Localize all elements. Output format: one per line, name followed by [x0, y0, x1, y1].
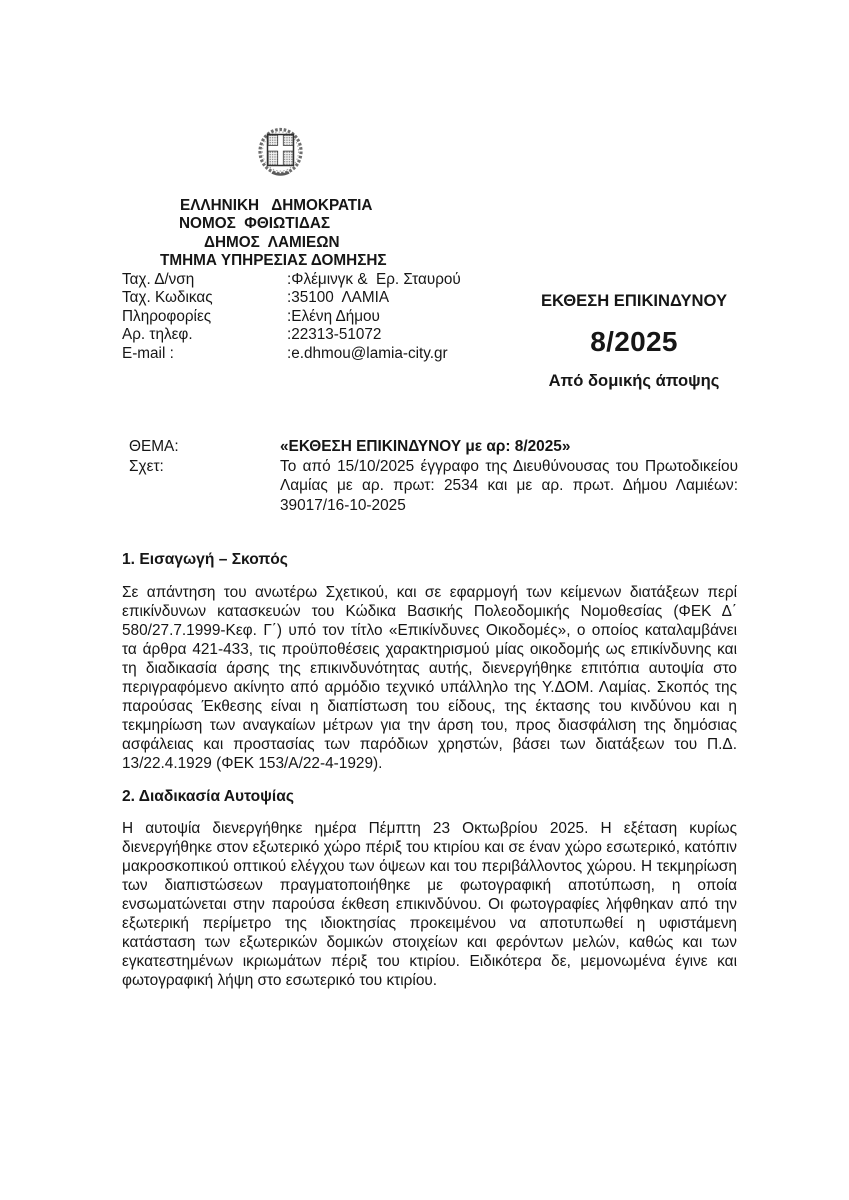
ref-label: Σχετ: [129, 457, 164, 475]
org-line-department: ΤΜΗΜΑ ΥΠΗΡΕΣΙΑΣ ΔΟΜΗΣΗΣ [160, 252, 387, 270]
greek-coat-of-arms-emblem [257, 127, 304, 178]
contact-value-phone: :22313-51072 [287, 326, 382, 344]
section-2-paragraph: Η αυτοψία διενεργήθηκε ημέρα Πέμπτη 23 Οκτωβρίου 2025. Η εξέταση κυρίως διενεργήθηκε στον εξωτερικό χώρο πέριξ του κτιρίου και σε έναν χώρο εσωτερικό, κατόπιν μακροσκοπικού οπτικού ελέγχου των όψεων και του περιβάλλοντος χώρου. Η τεκμηρίωση των διαπιστώσεων πραγματοποιήθηκε με φωτογραφική αποτύπωση, η οποία ενσωματώνεται στην παρούσα έκθεση επικινδύνου. Οι φωτογραφίες λήφθηκαν από την εξωτερική περίμετρο της ιδιοκτησίας προκειμένου να αποτυπωθεί η υφιστάμενη κατάσταση των εξωτερικών δομικών στοιχείων και φερόντων μελών, καθώς και των εγκατεστημένων ικριωμάτων πέριξ του κτιρίου. Ειδικότερα δε, μεμονωμένα έγινε και φωτογραφική λήψη στο εσωτερικό του κτιρίου. [122, 820, 737, 989]
contact-label-email: E-mail : [122, 344, 174, 362]
section-2-heading: 2. Διαδικασία Αυτοψίας [122, 788, 294, 805]
contact-value-address: :Φλέμινγκ & Ερ. Σταυρού [287, 271, 461, 288]
subject-block [122, 437, 738, 516]
thema-value: «ΕΚΘΕΣΗ ΕΠΙΚΙΝΔΥΝΟΥ με αρ: 8/2025» [280, 438, 571, 455]
contact-label-address: Ταχ. Δ/νση [122, 271, 195, 288]
thema-label: ΘΕΜΑ: [129, 438, 179, 455]
contact-value-email: :e.dhmou@lamia-city.gr [287, 344, 448, 362]
report-title: ΕΚΘΕΣΗ ΕΠΙΚΙΝΔΥΝΟΥ [540, 291, 728, 310]
org-line-prefecture: ΝΟΜΟΣ ΦΘΙΩΤΙΔΑΣ [179, 215, 331, 233]
report-number: 8/2025 [590, 326, 678, 357]
section-1-paragraph: Σε απάντηση του ανωτέρω Σχετικού, και σε εφαρμογή των κείμενων διατάξεων περί επικίνδυνων κατασκευών του Κώδικα Βασικής Πολεοδομικής Νομοθεσίας (ΦΕΚ Δ΄ 580/27.7.1999-Κεφ. Γ΄) υπό τον τίτλο «Επικίνδυνες Οικοδομές», ο οποίος καταλαμβάνει τα άρθρα 421-433, τις προϋποθέσεις χαρακτηρισμού μίας οικοδομής ως επικίνδυνης και τη διαδικασία άρσης της επικινδυνότητας αυτής, διενεργήθηκε επιτόπια αυτοψία στο περιγραφόμενο ακίνητο από αρμόδιο τεχνικό υπάλληλο της Υ.ΔΟΜ. Λαμίας. Σκοπός της παρούσας Έκθεσης είναι η διαπίστωση του είδους, της έκτασης του κινδύνου και η τεκμηρίωση των αναγκαίων μέτρων για την άρση του, προς διασφάλιση της δημόσιας ασφάλειας και προστασίας των παρόδιων χρηστών, βάσει των διατάξεων του Π.Δ. 13/22.4.1929 (ΦΕΚ 153/Α/22-4-1929). [122, 584, 737, 772]
contact-info [122, 271, 482, 363]
report-block [536, 292, 732, 390]
report-subtitle: Από δομικής άποψης [548, 371, 720, 390]
contact-label-info: Πληροφορίες [122, 307, 212, 325]
contact-label-phone: Αρ. τηλεφ. [122, 326, 193, 344]
section-1-heading: 1. Εισαγωγή – Σκοπός [122, 551, 288, 568]
contact-value-info: :Ελένη Δήμου [287, 307, 380, 325]
contact-value-postcode: :35100 ΛΑΜΙΑ [287, 289, 390, 307]
org-header [122, 197, 452, 271]
document-body [122, 550, 737, 990]
contact-label-postcode: Ταχ. Κωδικας [122, 289, 213, 307]
org-line-republic: ΕΛΛΗΝΙΚΗ ΔΗΜΟΚΡΑΤΙΑ [180, 197, 373, 214]
ref-value: Το από 15/10/2025 έγγραφο της Διευθύνουσας του Πρωτοδικείου Λαμίας με αρ. πρωτ: 2534 και με αρ. πρωτ. Δήμου Λαμιέων: 39017/16-10-2025 [280, 457, 738, 515]
org-line-municipality: ΔΗΜΟΣ ΛΑΜΙΕΩΝ [204, 233, 340, 251]
